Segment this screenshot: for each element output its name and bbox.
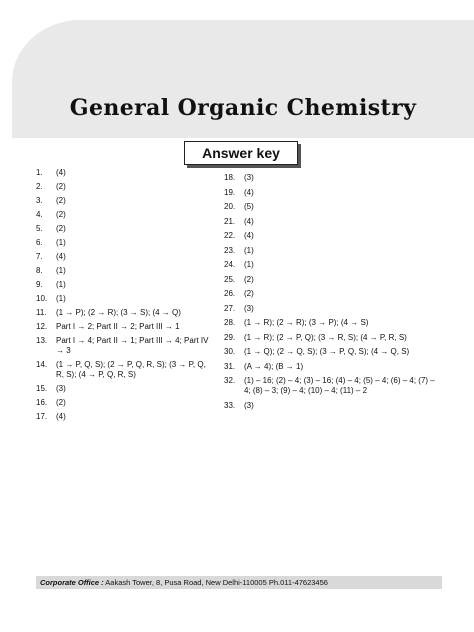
answer-text: (1) [56,238,66,247]
answer-text: (3) [244,400,254,410]
answer-item [36,360,214,380]
answer-text: (4) [244,216,254,226]
answer-text: (2) [244,289,254,298]
answer-number: 31. [224,361,236,371]
answer-number: 27. [224,303,236,313]
answer-number: 10. [36,294,48,303]
answer-number: 30. [224,347,236,356]
answer-number: 1. [36,168,43,177]
answer-text: (3) [56,384,66,393]
answer-text: (A → 4); (B → 1) [244,361,304,371]
answer-item [224,246,442,256]
answer-number: 32. [224,376,236,385]
answer-item [36,280,214,290]
answer-item [36,398,214,408]
answer-item [36,224,214,234]
answer-item [224,347,442,357]
answer-text: (2) [56,196,66,205]
footer-bar [36,576,442,589]
answer-text: (4) [56,412,66,421]
answer-number: 21. [224,216,236,226]
answer-item [36,238,214,248]
answer-text: (1) [244,245,254,255]
answer-number: 24. [224,260,236,269]
answer-number: 28. [224,318,236,327]
answer-number: 6. [36,238,43,247]
answer-number: 7. [36,252,43,261]
footer-address: Aakash Tower, 8, Pusa Road, New Delhi-110005 Ph.011-47623456 [103,578,328,587]
answer-text: (1 → P, Q, S); (2 → P, Q, R, S); (3 → P, Q, R, S); (4 → P, Q, R, S) [56,360,206,379]
answer-text: (2) [56,224,66,233]
answer-number: 8. [36,266,43,275]
answer-text: (2) [56,398,66,407]
answer-item [36,210,214,220]
footer-label: Corporate Office : [40,578,104,587]
answer-text: (1 → R); (2 → P, Q); (3 → R, S); (4 → P, R, S) [244,332,407,342]
answer-text: Part I → 2; Part II → 2; Part III → 1 [56,322,180,331]
answer-number: 20. [224,202,236,211]
answer-number: 13. [36,336,48,345]
answer-text: (4) [56,168,66,177]
answer-item [224,289,442,299]
answer-text: (1) [56,294,66,303]
answer-number: 11. [36,308,47,317]
answer-text: (1 → Q); (2 → Q, S); (3 → P, Q, S); (4 → Q, S) [244,347,410,356]
answer-item [36,384,214,394]
answer-text: (1) [244,260,254,269]
answer-item [36,412,214,422]
answer-text: (4) [244,231,254,240]
answer-item [224,188,442,198]
answer-number: 17. [36,412,48,421]
answer-item [36,182,214,192]
answer-list-left [36,168,214,426]
answer-number: 3. [36,196,43,205]
answer-number: 19. [224,187,236,197]
answer-number: 18. [224,173,236,182]
answer-list-right [224,173,442,415]
answer-number: 14. [36,360,48,369]
answer-item [224,318,442,328]
answer-text: (1) – 16; (2) – 4; (3) – 16; (4) – 4; (5) – 4; (6) – 4; (7) – 4; (8) – 3; (9) – 4; (10) – 4; (11) – 2 [244,376,435,395]
answer-text: (1 → P); (2 → R); (3 → S); (4 → Q) [56,308,181,317]
answer-item [224,202,442,212]
answer-item [36,266,214,276]
answer-text: (4) [244,187,254,197]
answer-item [224,401,442,411]
page-title: General Organic Chemistry [69,95,417,121]
answer-number: 29. [224,332,236,342]
answer-number: 25. [224,274,236,284]
answer-item [224,173,442,183]
answer-text: (5) [244,202,254,211]
answer-item [224,217,442,227]
answer-key-heading: Answer key [184,141,298,165]
answer-number: 33. [224,400,236,410]
answer-item [224,362,442,372]
answer-item [36,322,214,332]
answer-text: (3) [244,173,254,182]
answer-item [36,168,214,178]
answer-item [224,333,442,343]
answer-number: 12. [36,322,48,331]
answer-item [224,304,442,314]
answer-item [224,260,442,270]
answer-item [36,252,214,262]
answer-text: (1) [56,280,66,289]
answer-item [224,275,442,285]
answer-number: 2. [36,182,43,191]
answer-text: (4) [56,252,66,261]
answer-number: 9. [36,280,43,289]
answer-text: (2) [56,210,66,219]
answer-number: 23. [224,245,236,255]
answer-text: (2) [56,182,66,191]
answer-text: (3) [244,303,254,313]
answer-number: 16. [36,398,48,407]
answer-item [36,336,214,356]
answer-text: Part I → 4; Part II → 1; Part III → 4; Part IV → 3 [56,336,209,355]
answer-item [36,308,214,318]
answer-text: (2) [244,274,254,284]
answer-number: 26. [224,289,236,298]
answer-text: (1 → R); (2 → R); (3 → P); (4 → S) [244,318,369,327]
answer-item [36,294,214,304]
answer-item [224,376,442,396]
answer-item [224,231,442,241]
answer-number: 22. [224,231,236,240]
answer-number: 15. [36,384,48,393]
answer-item [36,196,214,206]
answer-text: (1) [56,266,66,275]
answer-number: 4. [36,210,43,219]
answer-number: 5. [36,224,43,233]
